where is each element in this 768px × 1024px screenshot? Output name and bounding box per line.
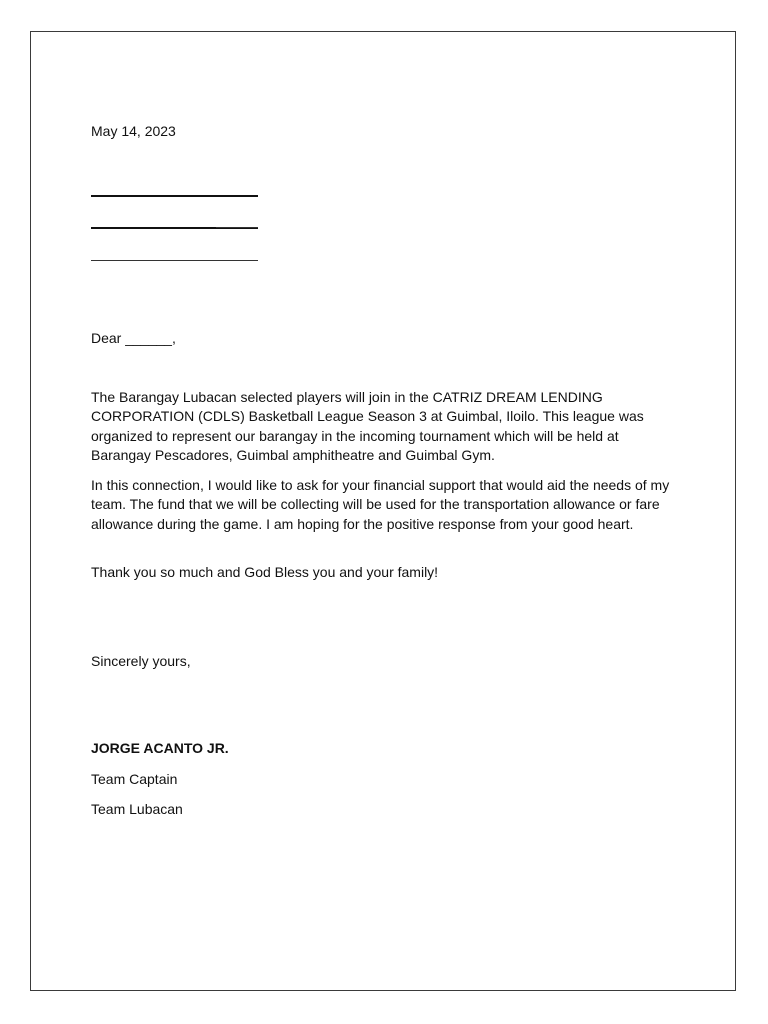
signatory-title: Team Captain bbox=[91, 771, 178, 787]
letter-page bbox=[30, 31, 736, 991]
closing: Sincerely yours, bbox=[91, 653, 191, 669]
recipient-name-line bbox=[91, 195, 258, 197]
recipient-position-line bbox=[91, 227, 258, 229]
body-paragraph-2: In this connection, I would like to ask for your financial support that would aid the needs of my team. The fund that we will be collecting will be used for the transportation allowance or fare allowance during the game. I am hoping for the positive response from your good heart. bbox=[91, 477, 670, 532]
signatory-team: Team Lubacan bbox=[91, 801, 183, 817]
salutation: Dear ______, bbox=[91, 330, 176, 346]
signatory-name: JORGE ACANTO JR. bbox=[91, 740, 229, 756]
letter-date: May 14, 2023 bbox=[91, 123, 176, 139]
recipient-address-line bbox=[91, 260, 258, 261]
body-paragraph-1: The Barangay Lubacan selected players will join in the CATRIZ DREAM LENDING CORPORATION (CDLS) Basketball League Season 3 at Guimbal, Iloilo. This league was organized to represent our barangay in the incoming tournament which will be held at Barangay Pescadores, Guimbal amphitheatre and Guimbal Gym. bbox=[91, 389, 644, 463]
body-paragraph-3: Thank you so much and God Bless you and your family! bbox=[91, 564, 439, 580]
